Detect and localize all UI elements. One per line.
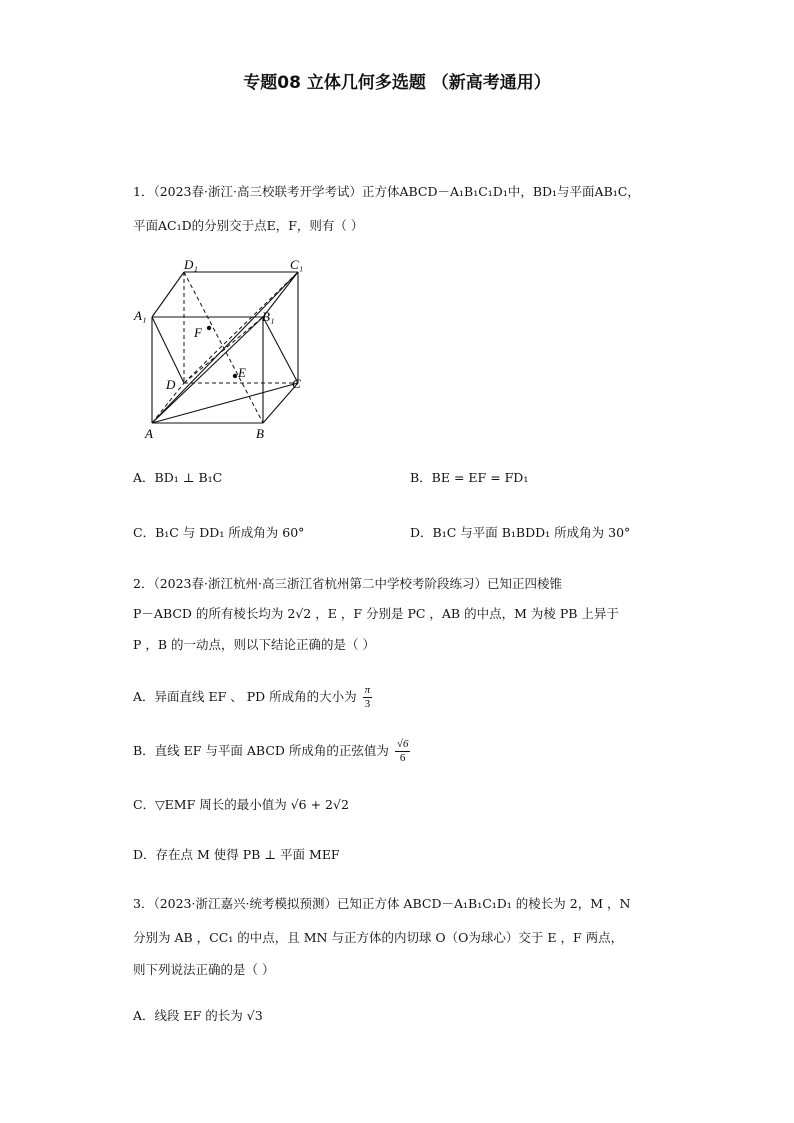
cube-figure — [128, 256, 318, 446]
label-D1: D₁ — [184, 257, 198, 272]
point-E — [233, 374, 237, 378]
q1-option-c: C．B₁C 与 DD₁ 所成角为 60° — [133, 525, 305, 540]
label-C1: C₁ — [290, 257, 304, 272]
q2-option-c: C．▽EMF 周长的最小值为 √6 + 2√2 — [133, 797, 349, 812]
page-title: 专题08 立体几何多选题 （新高考通用） — [243, 73, 551, 93]
diag-A1D — [152, 317, 184, 383]
q3-stem-line2: 分别为 AB ，CC₁ 的中点，且 MN 与正方体的内切球 O（O为球心）交于 E ，F 两点， — [133, 930, 624, 945]
q2-stem-line2: P－ABCD 的所有棱长均为 2√2 ，E ，F 分别是 PC ，AB 的中点，M 为棱 PB 上异于 — [133, 606, 619, 621]
q2-option-b-fraction — [395, 738, 411, 765]
label-B: B — [256, 426, 264, 441]
label-A1: A₁ — [134, 308, 147, 323]
label-E: E — [238, 365, 246, 380]
label-A: A — [145, 426, 153, 441]
label-B1: B₁ — [262, 309, 275, 324]
q2-option-b-text: B．直线 EF 与平面 ABCD 所成角的正弦值为 — [133, 743, 389, 758]
diag-AB1 — [152, 317, 263, 423]
q2-stem-line1: 2．（2023春·浙江杭州·高三浙江省杭州第二中学校考阶段练习）已知正四棱锥 — [133, 576, 562, 591]
q2-option-a-fraction — [363, 684, 373, 711]
q2-option-d: D．存在点 M 使得 PB ⊥ 平面 MEF — [133, 847, 340, 862]
q1-option-a: A．BD₁ ⊥ B₁C — [133, 470, 223, 485]
q1-option-d: D．B₁C 与平面 B₁BDD₁ 所成角为 30° — [410, 525, 631, 540]
q2-option-b — [133, 738, 410, 765]
fraction-denominator: 3 — [364, 698, 371, 710]
q1-stem-line1: 1．（2023春·浙江·高三校联考开学考试）正方体ABCD－A₁B₁C₁D₁中，BD₁与平面AB₁C， — [133, 184, 640, 199]
q2-option-a-text: A．异面直线 EF 、 PD 所成角的大小为 — [133, 689, 357, 704]
edge-A1D1 — [152, 272, 184, 317]
diag-D1B-hidden — [184, 272, 263, 423]
fraction-numerator: √6 — [396, 738, 409, 750]
fraction-denominator: 6 — [399, 752, 406, 764]
diag-AC1 — [152, 272, 298, 423]
q1-stem-line2: 平面AC₁D的分别交于点E，F，则有（ ） — [133, 218, 364, 233]
q3-option-a: A．线段 EF 的长为 √3 — [133, 1008, 263, 1023]
q3-stem-line3: 则下列说法正确的是（ ） — [133, 962, 275, 977]
fraction-numerator: π — [364, 684, 371, 696]
q1-option-b: B．BE = EF = FD₁ — [410, 470, 529, 485]
label-F: F — [194, 325, 202, 340]
q3-stem-line1: 3．（2023·浙江嘉兴·统考模拟预测）已知正方体 ABCD－A₁B₁C₁D₁ 的棱长为 2，M ，N — [133, 896, 631, 911]
q2-option-a — [133, 684, 372, 711]
q2-stem-line3: P ，B 的一动点，则以下结论正确的是（ ） — [133, 637, 376, 652]
point-F — [207, 326, 211, 330]
label-C: C — [292, 376, 301, 391]
label-D: D — [166, 377, 176, 392]
diag-B1C — [263, 317, 298, 383]
